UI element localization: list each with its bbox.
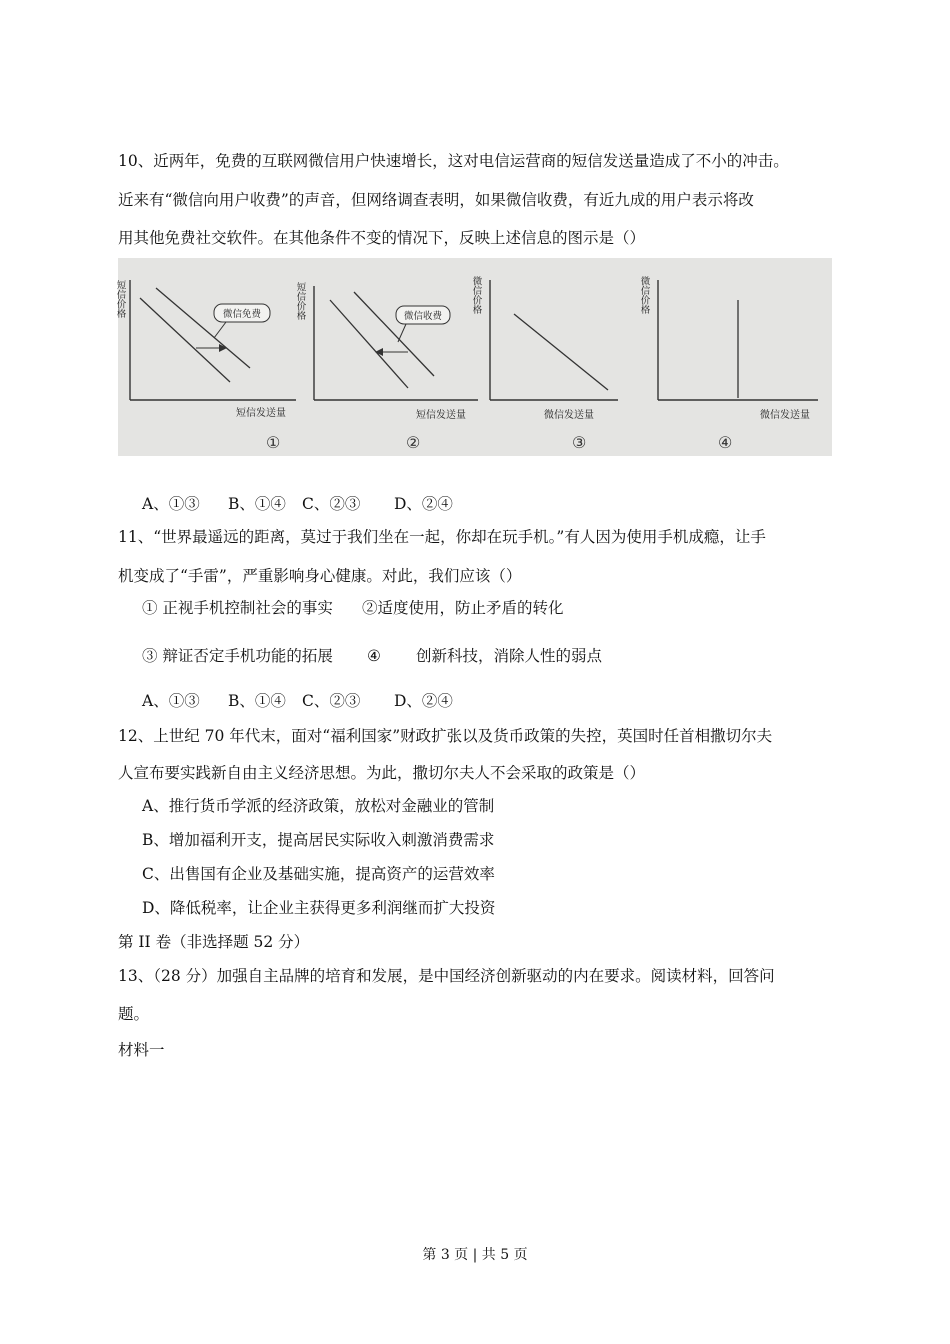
q10-option-c[interactable]: C、②③ [302,495,361,513]
q10-option-b[interactable]: B、①④ [228,495,286,513]
graph-1-bubble-pointer [214,322,226,338]
graph-3-ylabel: 微信价格 [470,276,482,314]
section-2-heading: 第 II 卷（非选择题 52 分） [118,933,310,951]
q10-options [142,494,453,514]
graph-1-ylabel: 短信价格 [114,280,126,318]
graph-2-demand-curve-2 [354,292,434,376]
graph-3-xlabel: 微信发送量 [544,410,594,421]
page-footer: 第 3 页 | 共 5 页 [422,1247,528,1263]
graph-panel-4 [639,275,819,452]
q11-option-b[interactable]: B、①④ [228,692,286,710]
q13-line-2: 题。 [118,1005,150,1023]
q13-line-1: 13、（28 分）加强自主品牌的培育和发展，是中国经济创新驱动的内在要求。阅读材料，回答问 [118,967,775,985]
q10-line-2: 近来有“微信向用户收费”的声音，但网络调查表明，如果微信收费，有近九成的用户表示将改 [118,191,754,209]
q11-options [142,691,453,711]
graph-panel-3 [471,275,619,452]
graph-2-number: ② [406,433,421,452]
graph-3-number: ③ [572,433,587,452]
q10-line-1: 10、近两年，免费的互联网微信用户快速增长，这对电信运营商的短信发送量造成了不小的冲击。 [118,152,789,170]
graph-1-xlabel: 短信发送量 [236,408,286,419]
q11-item-4: 创新科技，消除人性的弱点 [416,647,603,665]
q12-option-a[interactable]: A、推行货币学派的经济政策，放松对金融业的管制 [142,797,495,815]
q12-option-c[interactable]: C、出售国有企业及基础实施，提高资产的运营效率 [142,865,495,883]
q12-option-d[interactable]: D、降低税率，让企业主获得更多利润继而扩大投资 [142,899,496,917]
graph-2-ylabel: 短信价格 [294,282,306,320]
graph-1-bubble-text: 微信免费 [222,309,262,320]
q11-line-2: 机变成了“手雷”，严重影响身心健康。对此，我们应该（） [118,567,522,585]
q10-option-d[interactable]: D、②④ [394,495,453,513]
graph-4-ylabel: 微信价格 [638,276,650,314]
q11-option-c[interactable]: C、②③ [302,692,361,710]
graph-panel-1 [115,279,297,452]
q13-material-label: 材料一 [118,1041,165,1059]
graph-4-number: ④ [718,433,733,452]
q11-option-a[interactable]: A、①③ [142,692,200,710]
graph-2-xlabel: 短信发送量 [416,410,466,421]
q12-line-2: 人宣布要实践新自由主义经济思想。为此，撒切尔夫人不会采取的政策是（） [118,764,646,782]
graph-2-bubble-text: 微信收费 [403,311,443,322]
q11-item-2: ②适度使用，防止矛盾的转化 [362,599,564,617]
graph-4-xlabel: 微信发送量 [760,410,810,421]
q11-option-d[interactable]: D、②④ [394,692,453,710]
q10-line-3: 用其他免费社交软件。在其他条件不变的情况下，反映上述信息的图示是（） [118,229,646,247]
graph-panel-2 [295,281,479,452]
q10-option-a[interactable]: A、①③ [142,495,200,513]
q11-item-1: ① 正视手机控制社会的事实 [142,599,333,617]
q11-item-4-number: ④ [367,647,381,665]
q10-graphs [114,258,832,456]
q10-figure [114,258,832,456]
q12-option-b[interactable]: B、增加福利开支，提高居民实际收入刺激消费需求 [142,831,495,849]
q12-line-1: 12、上世纪 70 年代末，面对“福利国家”财政扩张以及货币政策的失控，英国时任首相撒切尔夫 [118,727,773,745]
q11-item-3: ③ 辩证否定手机功能的拓展 [142,647,333,665]
graph-1-number: ① [266,433,281,452]
graph-2-bubble-pointer [398,324,406,342]
q11-line-1: 11、“世界最遥远的距离，莫过于我们坐在一起，你却在玩手机。”有人因为使用手机成瘾，让手 [118,528,766,546]
graph-3-demand-curve [514,314,608,390]
